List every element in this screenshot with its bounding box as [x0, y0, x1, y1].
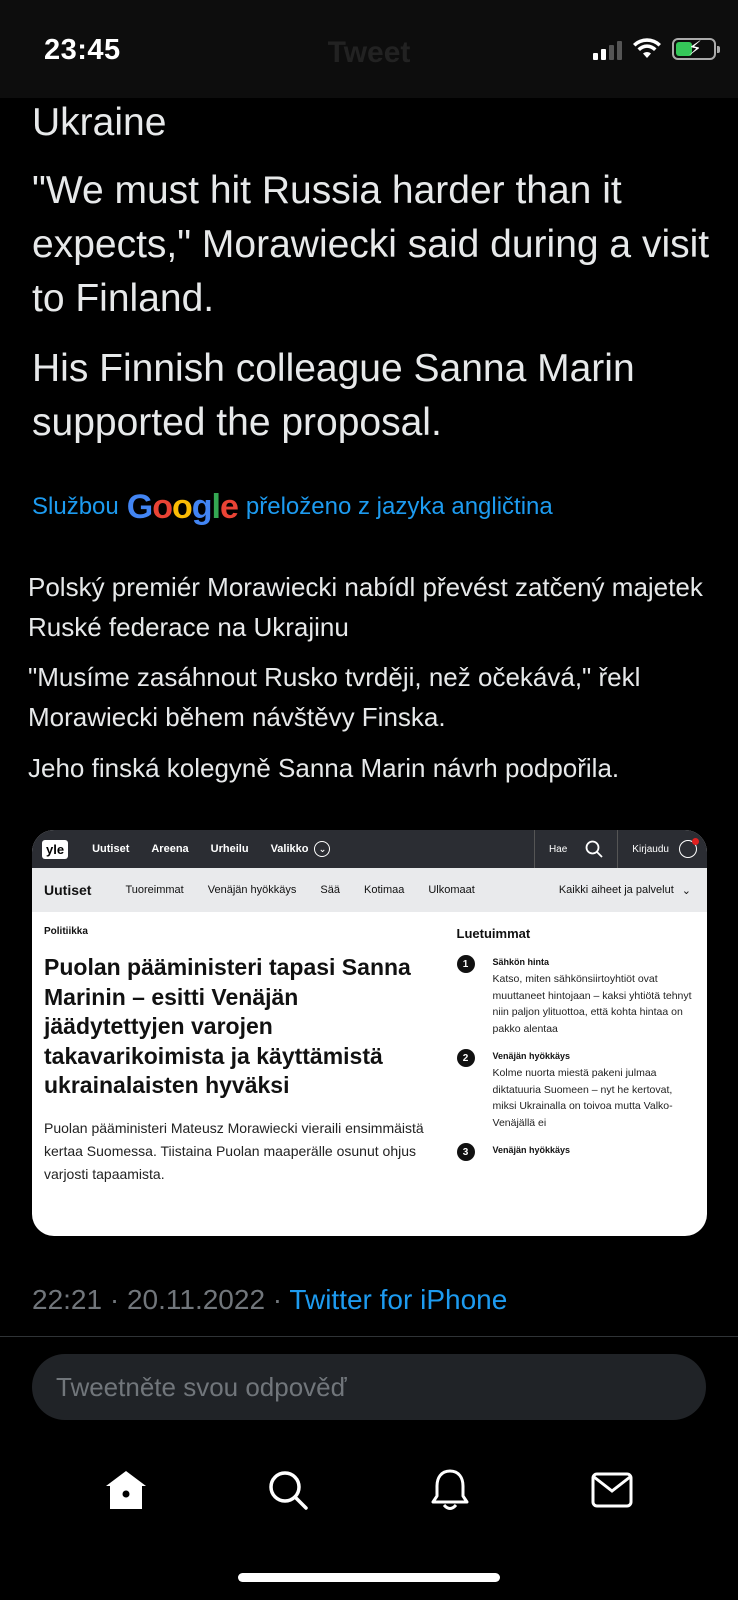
most-read-item-title: Sähkön hinta [492, 957, 550, 967]
most-read-item-text: Kolme nuorta miestä pakeni julmaa diktatuuria Suomeen – nyt he kertovat, miksi Ukrainalla on toivoa mutta Valko-Venäjällä ei [492, 1067, 673, 1129]
article-category: Politiikka [44, 926, 88, 937]
yle-sub-item: Sää [320, 884, 340, 896]
tab-home[interactable] [96, 1460, 156, 1520]
yle-sub-item: Kotimaa [363, 884, 405, 896]
bell-icon [430, 1468, 470, 1512]
google-logo: Google [126, 488, 238, 526]
most-read-item-title: Venäjän hyökkäys [492, 1051, 571, 1061]
user-icon [679, 840, 697, 858]
yle-logo: yle [42, 840, 68, 859]
tweet-text-paragraph: His Finnish colleague Sanna Marin supported the proposal. [32, 347, 635, 444]
signal-icon [593, 38, 622, 60]
most-read-item-title: Venäjän hyökkäys [492, 1145, 571, 1155]
tweet-text-paragraph: "We must hit Russia harder than it expects," Morawiecki said during a visit to Finland. [32, 169, 710, 320]
tab-messages[interactable] [582, 1460, 642, 1520]
most-read-item [457, 1049, 695, 1131]
reply-input[interactable] [32, 1354, 706, 1420]
wifi-icon [632, 38, 662, 60]
mail-icon [591, 1472, 633, 1508]
article-lead: Puolan pääministeri Mateusz Morawiecki vieraili ensimmäistä kertaa Suomessa. Tiistaina Puolan maaperälle osunut ohjus varjosti tapaamista. [44, 1119, 424, 1182]
rank-badge: 1 [457, 955, 475, 973]
tweet-text-line: Ukraine [32, 101, 167, 144]
home-icon [104, 1469, 148, 1511]
divider [0, 1336, 738, 1337]
most-read-item-text: Katso, miten sähkönsiirtoyhtiöt ovat muuttaneet hintojaan – kaksi yhtiötä tehnyt niin paljon ylituottoa, että kohta hintaa on pakko alentaa [492, 973, 692, 1035]
reply-placeholder: Tweetněte svou odpověď [56, 1371, 347, 1402]
article-headline: Puolan pääministeri tapasi Sanna Marinin – esitti Venäjän jäädytettyjen varojen takavarikoimista ja käyttämistä ukrainalaisten hyväksi [44, 954, 411, 1098]
header-title: Tweet [327, 36, 411, 69]
yle-sub-item: Tuoreimmat [125, 884, 184, 896]
most-read-title: Luetuimmat [456, 926, 531, 941]
translation-line: Polský premiér Morawiecki nabídl převést zatčený majetek Ruské federace na Ukrajinu [28, 572, 703, 642]
tweet-meta: 22:21 · 20.11.2022 · Twitter for iPhone [32, 1284, 508, 1315]
rank-badge: 2 [457, 1049, 475, 1067]
chevron-down-icon: ⌄ [681, 884, 691, 897]
yle-article [32, 912, 707, 1186]
yle-top-nav [32, 830, 707, 868]
yle-sub-brand: Uutiset [44, 882, 92, 898]
translated-by-google[interactable] [32, 490, 553, 524]
translation-line: "Musíme zasáhnout Rusko tvrději, než očekává," řekl Morawiecki během návštěvy Finska. [28, 662, 641, 732]
search-icon [585, 840, 603, 858]
yle-nav-item: Urheilu [210, 843, 249, 855]
tab-notifications[interactable] [420, 1460, 480, 1520]
translated-prefix: Službou [32, 493, 119, 520]
status-bar [0, 0, 738, 98]
yle-sub-all: Kaikki aiheet ja palvelut ⌄ [558, 884, 691, 897]
tweet-image-card[interactable] [32, 830, 707, 1236]
chevron-down-icon: ⌄ [314, 841, 330, 857]
search-icon [267, 1469, 309, 1511]
yle-nav-valikko: Valikko ⌄ [271, 841, 331, 857]
most-read-item [457, 1143, 695, 1161]
yle-sub-item: Ulkomaat [428, 884, 475, 896]
battery-charging-icon: ⚡ [672, 38, 716, 60]
home-indicator [238, 1573, 500, 1582]
yle-sub-nav [32, 868, 707, 912]
yle-nav-item: Areena [151, 843, 189, 855]
translation-line: Jeho finská kolegyně Sanna Marin návrh podpořila. [28, 753, 620, 783]
tweet-time: 22:21 [32, 1284, 103, 1315]
yle-sub-item: Venäjän hyökkäys [207, 884, 297, 896]
yle-nav-item: Uutiset [92, 843, 130, 855]
tweet-source-link[interactable]: Twitter for iPhone [289, 1284, 508, 1315]
rank-badge: 3 [457, 1143, 475, 1161]
tab-search[interactable] [258, 1460, 318, 1520]
most-read [457, 926, 695, 1186]
yle-login: Kirjaudu [618, 840, 707, 858]
tweet-date: 20.11.2022 [126, 1284, 266, 1315]
status-icons [593, 38, 716, 60]
translated-suffix: přeloženo z jazyka angličtina [245, 493, 553, 520]
yle-search: Hae [535, 840, 617, 858]
bottom-tab-bar [0, 1450, 738, 1530]
status-time: 23:45 [44, 34, 121, 66]
most-read-item [457, 955, 695, 1037]
